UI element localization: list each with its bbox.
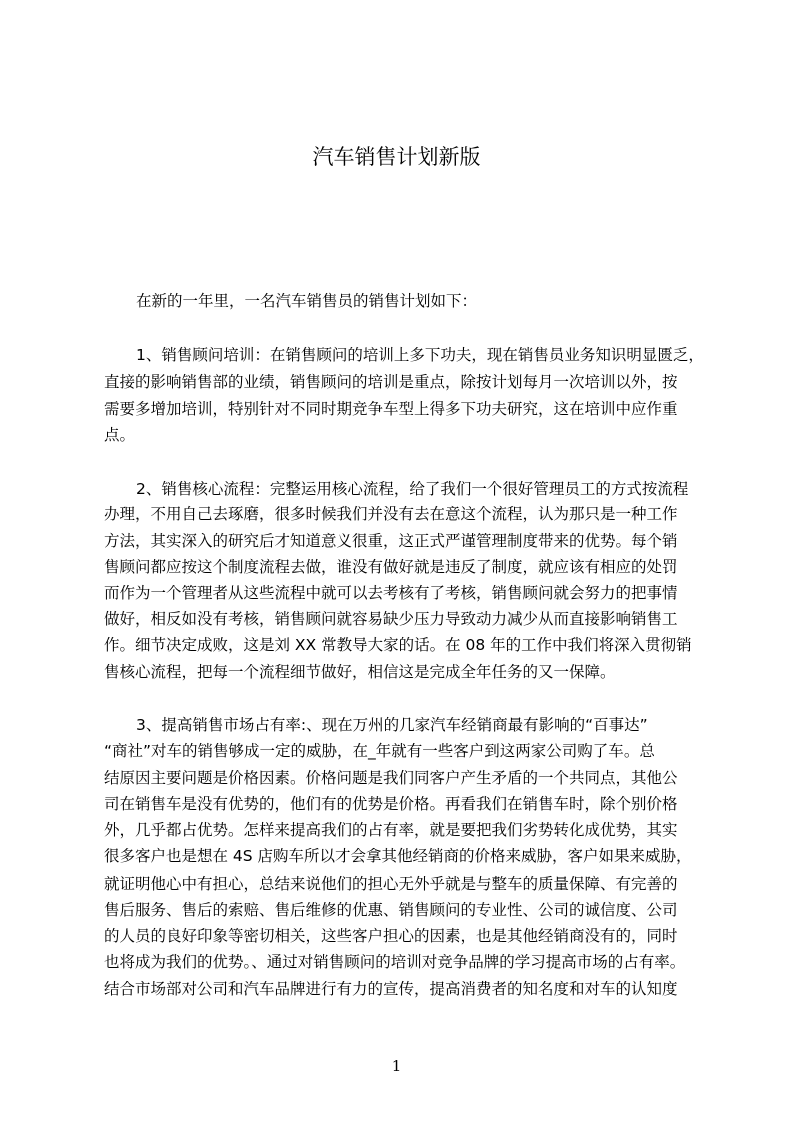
text-line: 需要多增加培训，特别针对不同时期竞争车型上得多下功夫研究，这在培训中应作重	[104, 400, 678, 418]
text-line: 就证明他心中有担心，总结来说他们的担心无外乎就是与整车的质量保障、有完善的	[104, 875, 678, 893]
text-line: 作。细节决定成败，这是刘 XX 常教导大家的话。在 08 年的工作中我们将深入贯彻销	[104, 636, 692, 654]
text-line: 在新的一年里，一名汽车销售员的销售计划如下：	[136, 292, 478, 310]
text-line: 方法，其实深入的研究后才知道意义很重，这正式严谨管理制度带来的优势。每个销	[104, 532, 678, 550]
text-line: 做好，相反如没有考核，销售顾问就容易缺少压力导致动力减少从而直接影响销售工	[104, 610, 678, 628]
text-line: 也将成为我们的优势。、通过对销售顾问的培训对竞争品牌的学习提高市场的占有率。	[104, 953, 686, 971]
text-line: 结原因主要问题是价格因素。价格问题是我们同客户产生矛盾的一个共同点，其他公	[104, 769, 678, 787]
text-line: 而作为一个管理者从这些流程中就可以去考核有了考核，销售顾问就会努力的把事情	[104, 584, 678, 602]
text-line: 售核心流程，把每一个流程细节做好，相信这是完成全年任务的又一保障。	[104, 663, 616, 681]
text-line: “商社”对车的销售够成一定的威胁，在_年就有一些客户到这两家公司购了车。总	[104, 742, 655, 760]
page-number: 1	[391, 1057, 402, 1075]
text-line: 结合市场部对公司和汽车品牌进行有力的宣传，提高消费者的知名度和对车的认知度	[104, 980, 678, 998]
text-line: 的人员的良好印象等密切相关，这些客户担心的因素，也是其他经销商没有的，同时	[104, 927, 678, 945]
text-line: 1、销售顾问培训：在销售顾问的培训上多下功夫，现在销售员业务知识明显匮乏，	[136, 346, 704, 364]
text-line: 点。	[104, 426, 136, 444]
text-line: 售顾问都应按这个制度流程去做，谁没有做好就是违反了制度，就应该有相应的处罚	[104, 558, 678, 576]
text-line: 2、销售核心流程：完整运用核心流程，给了我们一个很好管理员工的方式按流程	[136, 480, 689, 498]
text-line: 外，几乎都占优势。怎样来提高我们的占有率，就是要把我们劣势转化成优势，其实	[104, 821, 678, 839]
text-line: 办理，不用自己去琢磨，很多时候我们并没有去在意这个流程，认为那只是一种工作	[104, 505, 678, 523]
text-line: 直接的影响销售部的业绩，销售顾问的培训是重点，除按计划每月一次培训以外，按	[104, 373, 678, 391]
text-line: 很多客户也是想在 4S 店购车所以才会拿其他经销商的价格来威胁，客户如果来威胁，	[104, 847, 692, 865]
text-line: 3、提高销售市场占有率:、现在万州的几家汽车经销商最有影响的“百事达”	[136, 716, 648, 734]
document-title: 汽车销售计划新版	[312, 145, 481, 169]
text-line: 司在销售车是没有优势的，他们有的优势是价格。再看我们在销售车时，除个别价格	[104, 795, 678, 813]
text-line: 售后服务、售后的索赔、售后维修的优惠、销售顾问的专业性、公司的诚信度、公司	[104, 901, 678, 919]
